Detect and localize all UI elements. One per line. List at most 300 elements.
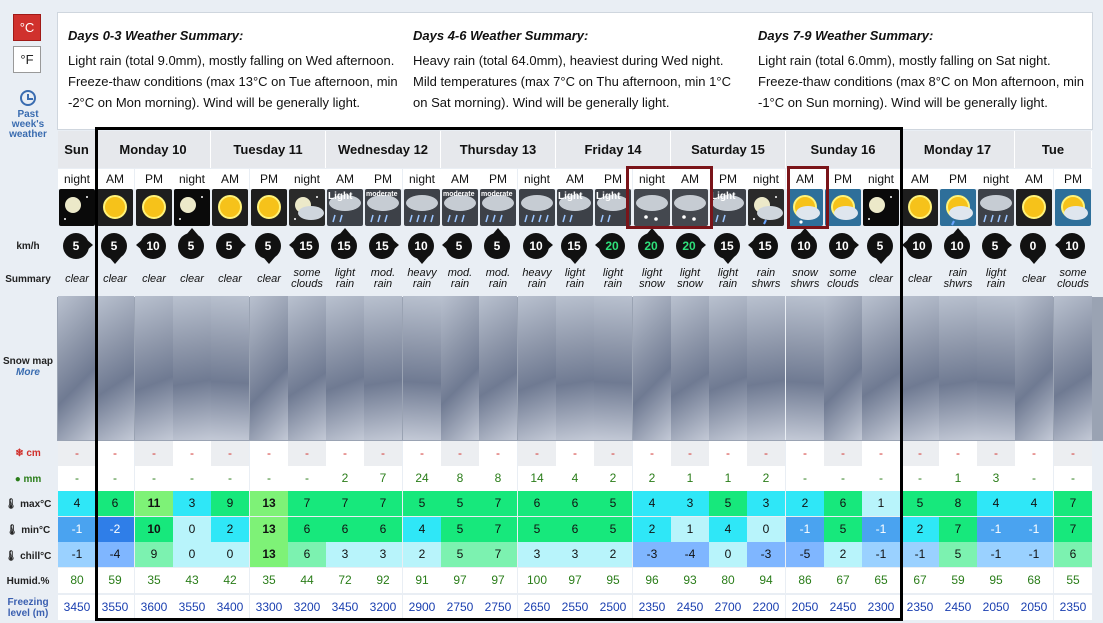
cell-humid: 96 <box>633 568 671 593</box>
snow-map-thumbnail[interactable] <box>594 296 632 440</box>
cell-mm: - <box>786 466 824 491</box>
cell-cm: - <box>403 441 441 466</box>
row-label-max <box>0 499 56 510</box>
cell-min: 7 <box>479 517 517 542</box>
day-header: Friday 14 <box>556 131 671 168</box>
conditions-summary <box>135 264 173 294</box>
cell-chill: -3 <box>747 542 785 567</box>
period-label: PM <box>824 169 862 189</box>
forecast-column <box>824 131 862 623</box>
cell-min: 6 <box>364 517 402 542</box>
snow-map-thumbnail[interactable] <box>824 296 862 440</box>
cell-fl: 2050 <box>977 595 1015 620</box>
wind-direction-arrow-icon <box>748 239 755 251</box>
snow-map-thumbnail[interactable] <box>709 296 747 440</box>
cell-fl: 3200 <box>364 595 402 620</box>
wind-direction-arrow-icon <box>1055 239 1062 251</box>
conditions-summary <box>824 264 862 294</box>
conditions-text: light rain <box>985 267 1007 290</box>
weather-summary-panel <box>57 12 1093 130</box>
day-header: Sun <box>58 131 96 168</box>
wind-speed: 15 <box>369 233 395 259</box>
wind-speed: 5 <box>484 233 510 259</box>
wind-speed: 10 <box>791 233 817 259</box>
conditions-text: light snow <box>639 267 665 290</box>
cell-max: 1 <box>862 491 900 516</box>
cell-chill: -1 <box>1015 542 1053 567</box>
wind-direction-arrow-icon <box>86 239 93 251</box>
thermometer-icon: 🌡 <box>4 499 18 510</box>
cell-humid: 55 <box>1054 568 1092 593</box>
weather-icon <box>480 189 516 226</box>
snow-map-thumbnail[interactable] <box>556 296 594 440</box>
snow-map-thumbnail[interactable] <box>364 296 402 440</box>
mm-label: mm <box>23 474 42 485</box>
cell-humid: 43 <box>173 568 211 593</box>
cell-mm: 2 <box>633 466 671 491</box>
cell-cm: - <box>518 441 556 466</box>
cell-cm: - <box>479 441 517 466</box>
cell-mm: - <box>173 466 211 491</box>
cell-max: 6 <box>96 491 134 516</box>
day-header: Tuesday 11 <box>211 131 326 168</box>
cell-min: 1 <box>671 517 709 542</box>
snow-map-thumbnail[interactable] <box>1015 296 1053 440</box>
conditions-text: heavy rain <box>407 267 437 290</box>
conditions-summary <box>441 264 479 294</box>
period-label: AM <box>441 169 479 189</box>
cell-min: -1 <box>786 517 824 542</box>
snow-map-thumbnail[interactable] <box>441 296 479 440</box>
cell-cm: - <box>211 441 249 466</box>
conditions-summary <box>326 264 364 294</box>
wind-indicator <box>326 231 364 261</box>
wind-direction-arrow-icon <box>442 239 449 251</box>
cell-humid: 97 <box>556 568 594 593</box>
cell-max: 4 <box>633 491 671 516</box>
snow-map-thumbnail[interactable] <box>403 296 442 440</box>
cell-max: 7 <box>364 491 402 516</box>
chill-label: chill°C <box>20 551 52 562</box>
conditions-text: clear <box>103 272 127 285</box>
cell-humid: 42 <box>211 568 249 593</box>
cell-mm: 8 <box>479 466 517 491</box>
forecast-column <box>135 131 173 623</box>
thermometer-icon: 🌡 <box>5 525 19 536</box>
cell-max: 5 <box>403 491 441 516</box>
forecast-column <box>173 131 211 623</box>
snow-map-thumbnail[interactable] <box>479 296 517 440</box>
cell-min: 0 <box>747 517 785 542</box>
wind-indicator <box>1054 231 1092 261</box>
wind-direction-arrow-icon <box>289 239 296 251</box>
cell-chill: -4 <box>671 542 709 567</box>
cell-humid: 80 <box>58 568 96 593</box>
snow-map-thumbnail[interactable] <box>977 296 1016 440</box>
cell-chill: 0 <box>709 542 747 567</box>
row-label-min <box>0 525 56 536</box>
cell-mm: 4 <box>556 466 594 491</box>
cell-cm: - <box>862 441 900 466</box>
wind-direction-arrow-icon <box>1028 257 1040 264</box>
cell-min: -2 <box>96 517 134 542</box>
wind-indicator <box>939 231 977 261</box>
conditions-text: some clouds <box>291 267 323 290</box>
cell-min: 4 <box>403 517 441 542</box>
snow-map-thumbnail[interactable] <box>671 296 709 440</box>
cell-fl: 2500 <box>594 595 632 620</box>
snow-map-thumbnail[interactable] <box>96 296 134 440</box>
row-label-chill <box>0 551 56 562</box>
cell-mm: 1 <box>709 466 747 491</box>
wind-direction-arrow-icon <box>339 228 351 235</box>
period-label: AM <box>211 169 249 189</box>
cell-chill: 3 <box>556 542 594 567</box>
cell-mm: 1 <box>671 466 709 491</box>
wind-speed: 10 <box>523 233 549 259</box>
wind-direction-arrow-icon <box>136 239 143 251</box>
conditions-text: clear <box>180 272 204 285</box>
cell-fl: 2900 <box>403 595 441 620</box>
conditions-text: clear <box>65 272 89 285</box>
cell-cm: - <box>556 441 594 466</box>
cell-cm: - <box>135 441 173 466</box>
conditions-text: rain shwrs <box>751 267 781 290</box>
period-label: night <box>518 169 556 189</box>
forecast-column <box>479 131 517 623</box>
cell-cm: - <box>364 441 402 466</box>
cell-max: 8 <box>939 491 977 516</box>
fahrenheit-toggle[interactable]: °F <box>13 46 41 73</box>
celsius-toggle[interactable]: °C <box>13 14 41 41</box>
forecast-column <box>288 131 326 623</box>
cell-fl: 2700 <box>709 595 747 620</box>
cm-label: cm <box>26 448 41 459</box>
period-label: AM <box>671 169 709 189</box>
period-label: PM <box>250 169 288 189</box>
wind-direction-arrow-icon <box>595 239 602 251</box>
period-label: AM <box>326 169 364 189</box>
conditions-summary <box>173 264 211 294</box>
conditions-summary <box>1054 264 1092 294</box>
cell-chill: 5 <box>939 542 977 567</box>
wind-indicator <box>709 231 747 261</box>
conditions-summary <box>671 264 709 294</box>
cell-chill: -1 <box>58 542 96 567</box>
wind-indicator <box>824 231 862 261</box>
cell-max: 4 <box>1015 491 1053 516</box>
weather-icon <box>557 189 593 226</box>
wind-direction-arrow-icon <box>902 239 909 251</box>
conditions-summary <box>939 264 977 294</box>
snow-map-thumbnail[interactable] <box>633 296 672 440</box>
cell-fl: 2300 <box>862 595 900 620</box>
snow-map-thumbnail[interactable] <box>173 296 212 440</box>
wind-direction-arrow-icon <box>852 239 859 251</box>
snow-map-thumbnail[interactable] <box>250 296 288 440</box>
cell-humid: 95 <box>594 568 632 593</box>
cell-cm: - <box>901 441 939 466</box>
wind-direction-arrow-icon <box>186 228 198 235</box>
wind-speed: 15 <box>714 233 740 259</box>
snow-map-thumbnail[interactable] <box>1054 296 1092 440</box>
wind-indicator <box>594 231 632 261</box>
wind-direction-arrow-icon <box>239 239 246 251</box>
snow-map-thumbnail[interactable] <box>939 296 977 440</box>
cell-fl: 2200 <box>747 595 785 620</box>
cell-humid: 44 <box>288 568 326 593</box>
period-label: PM <box>135 169 173 189</box>
weather-icon <box>289 189 325 226</box>
cell-humid: 93 <box>671 568 709 593</box>
cell-mm: - <box>288 466 326 491</box>
wind-direction-arrow-icon <box>416 257 428 264</box>
snow-map-thumbnail[interactable] <box>862 296 901 440</box>
wind-speed: 20 <box>599 233 625 259</box>
past-weeks-label: Past week's weather <box>9 109 47 140</box>
summary-days-0-3 <box>68 25 398 113</box>
cell-mm: 2 <box>747 466 785 491</box>
weather-icon <box>442 189 478 226</box>
cell-mm: - <box>824 466 862 491</box>
forecast-column <box>1015 131 1053 623</box>
row-label-snow-cm <box>0 448 56 459</box>
cell-min: 2 <box>901 517 939 542</box>
cell-mm: 24 <box>403 466 441 491</box>
summary-text: Light rain (total 9.0mm), mostly falling on Wed afternoon. Freeze-thaw conditions (max 13°C on Tue afternoon, min -2°C on Mon morning). Wind will be generally light. <box>68 53 398 110</box>
wind-speed: 10 <box>408 233 434 259</box>
period-label: AM <box>96 169 134 189</box>
cell-max: 3 <box>173 491 211 516</box>
day-header: Monday 17 <box>901 131 1015 168</box>
snow-map-thumbnail[interactable] <box>786 296 824 440</box>
wind-indicator <box>977 231 1015 261</box>
cell-cm: - <box>633 441 671 466</box>
conditions-summary <box>977 264 1015 294</box>
wind-direction-arrow-icon <box>952 228 964 235</box>
forecast-column <box>862 131 900 623</box>
cell-min: 0 <box>173 517 211 542</box>
cell-chill: 13 <box>250 542 288 567</box>
cell-mm: 3 <box>977 466 1015 491</box>
wind-speed: 5 <box>101 233 127 259</box>
row-label-rain-mm <box>0 474 56 485</box>
thermometer-icon: 🌡 <box>4 551 18 562</box>
conditions-text: clear <box>869 272 893 285</box>
cell-max: 7 <box>479 491 517 516</box>
snowmap-more-link[interactable]: More <box>16 367 40 378</box>
period-label: night <box>747 169 785 189</box>
cell-min: 7 <box>1054 517 1092 542</box>
cell-min: 5 <box>518 517 556 542</box>
cell-humid: 94 <box>747 568 785 593</box>
snow-icon: ❄ <box>15 448 24 459</box>
wind-direction-arrow-icon <box>799 228 811 235</box>
snowmap-label: Snow map <box>2 356 53 367</box>
cell-chill: 2 <box>403 542 441 567</box>
wind-speed: 10 <box>1059 233 1085 259</box>
conditions-summary <box>862 264 900 294</box>
cell-humid: 67 <box>901 568 939 593</box>
cell-mm: - <box>250 466 288 491</box>
weather-icon <box>710 189 746 226</box>
cell-min: 2 <box>211 517 249 542</box>
cell-min: 5 <box>594 517 632 542</box>
cell-max: 4 <box>58 491 96 516</box>
snow-map-thumbnail[interactable] <box>901 296 939 440</box>
summary-text: Heavy rain (total 64.0mm), heaviest during Wed night. Mild temperatures (max 7°C on Thu afternoon, min 1°C on Sat morning). Wind will be generally light. <box>413 53 731 110</box>
cell-cm: - <box>1015 441 1053 466</box>
forecast-column <box>96 131 134 623</box>
forecast-column <box>633 131 671 623</box>
conditions-summary <box>633 264 671 294</box>
weather-icon <box>672 189 708 226</box>
wind-indicator <box>250 231 288 261</box>
cell-chill: -4 <box>96 542 134 567</box>
weather-icon <box>59 189 95 226</box>
cell-fl: 3200 <box>288 595 326 620</box>
period-label: night <box>403 169 441 189</box>
cell-mm: 8 <box>441 466 479 491</box>
day-header: Monday 10 <box>96 131 211 168</box>
wind-indicator <box>1015 231 1053 261</box>
conditions-summary <box>364 264 402 294</box>
cell-fl: 3600 <box>135 595 173 620</box>
wind-speed: 10 <box>140 233 166 259</box>
cell-max: 5 <box>594 491 632 516</box>
cell-min: 6 <box>556 517 594 542</box>
cell-fl: 3300 <box>250 595 288 620</box>
weather-icon <box>136 189 172 226</box>
cell-min: 7 <box>939 517 977 542</box>
wind-direction-arrow-icon <box>392 239 399 251</box>
snow-map-thumbnail[interactable] <box>518 296 557 440</box>
wind-speed: 15 <box>561 233 587 259</box>
conditions-summary <box>96 264 134 294</box>
cell-max: 7 <box>326 491 364 516</box>
cell-cm: - <box>786 441 824 466</box>
period-label: PM <box>1054 169 1092 189</box>
conditions-summary <box>518 264 556 294</box>
wind-indicator <box>96 231 134 261</box>
wind-speed: 15 <box>331 233 357 259</box>
conditions-text: light rain <box>334 267 356 290</box>
cell-min: -1 <box>1015 517 1053 542</box>
conditions-text: snow shwrs <box>790 267 820 290</box>
period-label: PM <box>364 169 402 189</box>
weather-icon <box>978 189 1014 226</box>
wind-speed: 10 <box>944 233 970 259</box>
cell-cm: - <box>977 441 1015 466</box>
cell-chill: 9 <box>135 542 173 567</box>
cell-humid: 100 <box>518 568 556 593</box>
cell-cm: - <box>747 441 785 466</box>
forecast-column <box>709 131 747 623</box>
icon-caption: Light <box>328 191 353 202</box>
cell-cm: - <box>250 441 288 466</box>
wind-speed: 5 <box>63 233 89 259</box>
wind-indicator <box>747 231 785 261</box>
snow-map-thumbnail[interactable] <box>747 296 786 440</box>
cell-mm: - <box>862 466 900 491</box>
snow-map-thumbnail[interactable] <box>288 296 327 440</box>
weather-icon <box>902 189 938 226</box>
cell-max: 5 <box>901 491 939 516</box>
snow-map-thumbnail[interactable] <box>58 296 97 440</box>
cell-mm: 2 <box>594 466 632 491</box>
cell-fl: 2450 <box>671 595 709 620</box>
cell-humid: 97 <box>479 568 517 593</box>
cell-chill: -3 <box>633 542 671 567</box>
wind-speed: 5 <box>446 233 472 259</box>
wind-indicator <box>288 231 326 261</box>
snow-map-thumbnail[interactable] <box>326 296 364 440</box>
wind-indicator <box>786 231 824 261</box>
row-label-wind: km/h <box>16 241 40 252</box>
wind-direction-arrow-icon <box>646 228 658 235</box>
cell-max: 2 <box>786 491 824 516</box>
cell-fl: 3400 <box>211 595 249 620</box>
cell-chill: 3 <box>518 542 556 567</box>
summary-days-7-9 <box>758 25 1088 113</box>
conditions-summary <box>594 264 632 294</box>
cell-chill: -1 <box>977 542 1015 567</box>
forecast-column <box>364 131 402 623</box>
conditions-summary <box>479 264 517 294</box>
weather-icon <box>863 189 899 226</box>
cell-chill: 3 <box>364 542 402 567</box>
wind-indicator <box>364 231 402 261</box>
cell-humid: 35 <box>250 568 288 593</box>
cell-fl: 3550 <box>96 595 134 620</box>
summary-title: Days 4-6 Weather Summary: <box>413 28 589 43</box>
cell-cm: - <box>594 441 632 466</box>
weather-icon <box>595 189 631 226</box>
wind-direction-arrow-icon <box>263 257 275 264</box>
period-label: night <box>173 169 211 189</box>
period-label: night <box>977 169 1015 189</box>
cell-chill: 5 <box>441 542 479 567</box>
snow-map-thumbnail[interactable] <box>135 296 173 440</box>
period-label: night <box>58 169 96 189</box>
weather-icon <box>748 189 784 226</box>
cell-fl: 2750 <box>441 595 479 620</box>
forecast-column <box>671 131 709 623</box>
conditions-text: clear <box>257 272 281 285</box>
wind-speed: 10 <box>906 233 932 259</box>
summary-title: Days 7-9 Weather Summary: <box>758 28 934 43</box>
row-label-freezing: Freezing level (m) <box>7 597 49 619</box>
wind-speed: 5 <box>216 233 242 259</box>
summary-text: Light rain (total 6.0mm), mostly falling on Sat night. Freeze-thaw conditions (max 8°C on Mon afternoon, min -1°C on Sun morning). Wind will be generally light. <box>758 53 1085 110</box>
wind-indicator <box>862 231 900 261</box>
cell-cm: - <box>671 441 709 466</box>
min-label: min°C <box>21 525 51 536</box>
conditions-text: clear <box>218 272 242 285</box>
cell-max: 6 <box>824 491 862 516</box>
forecast-column <box>326 131 364 623</box>
snow-map-thumbnail[interactable] <box>211 296 249 440</box>
cell-humid: 91 <box>403 568 441 593</box>
period-label: PM <box>594 169 632 189</box>
conditions-summary <box>709 264 747 294</box>
conditions-summary <box>403 264 441 294</box>
cell-min: 4 <box>709 517 747 542</box>
past-weeks-weather-link[interactable] <box>2 90 54 140</box>
forecast-column <box>58 131 96 623</box>
conditions-text: some clouds <box>1057 267 1089 290</box>
weather-icon <box>519 189 555 226</box>
